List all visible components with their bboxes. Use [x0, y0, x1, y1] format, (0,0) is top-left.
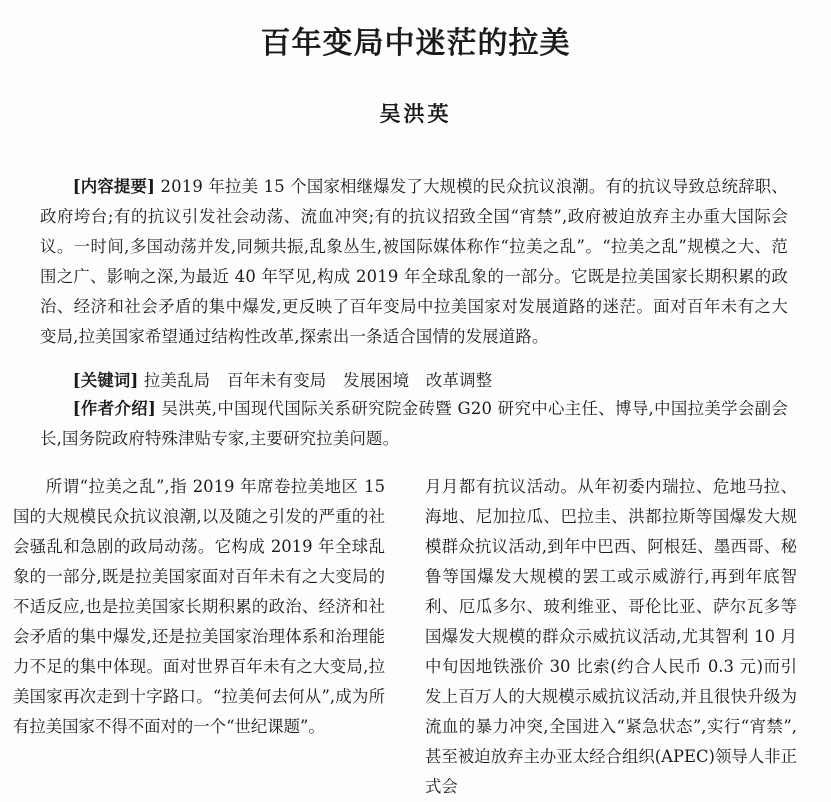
keywords-text: 拉美乱局 百年未有变局 发展困境 改革调整	[138, 371, 493, 390]
author-intro-paragraph	[40, 394, 788, 454]
abstract-text: 2019 年拉美 15 个国家相继爆发了大规模的民众抗议浪潮。有的抗议导致总统辞职、政府垮台;有的抗议引发社会动荡、流血冲突;有的抗议招致全国“宵禁”,政府被迫放弃主办重大国际会议。一时间,多国动荡并发,同频共振,乱象丛生,被国际媒体称作“拉美之乱”。“拉美之乱”规模之大、范围之广、影响之深,为最近 40 年罕见,构成 2019 年全球乱象的一部分。它既是拉美国家长期积累的政治、经济和社会矛盾的集中爆发,更反映了百年变局中拉美国家对发展道路的迷茫。面对百年未有之大变局,拉美国家希望通过结构性改革,探索出一条适合国情的发展道路。	[40, 177, 788, 346]
keywords-paragraph	[40, 366, 788, 396]
article-title: 百年变局中迷茫的拉美	[260, 26, 571, 61]
body-left-column: 所谓“拉美之乱”,指 2019 年席卷拉美地区 15 国的大规模民众抗议浪潮,以及随之引发的严重的社会骚乱和急剧的政局动荡。它构成 2019 年全球乱象的一部分,既是拉美国家面对百年未有之大变局的不适反应,也是拉美国家长期积累的政治、经济和社会矛盾的集中爆发,还是拉美国家治理体系和治理能力不足的集中体现。面对世界百年未有之大变局,拉美国家再次走到十字路口。“拉美何去何从”,成为所有拉美国家不得不面对的一个“世纪课题”。	[13, 477, 385, 736]
keywords-label: [关键词]	[72, 371, 139, 390]
author-intro-label: [作者介绍]	[72, 399, 156, 418]
abstract-paragraph	[40, 172, 788, 352]
body-right-column: 月月都有抗议活动。从年初委内瑞拉、危地马拉、海地、尼加拉瓜、巴拉圭、洪都拉斯等国爆发大规模群众抗议活动,到年中巴西、阿根廷、墨西哥、秘鲁等国爆发大规模的罢工或示威游行,再到年底智利、厄瓜多尔、玻利维亚、哥伦比亚、萨尔瓦多等国爆发大规模的群众示威抗议活动,尤其智利 10 月中旬因地铁涨价 30 比索(约合人民币 0.3 元)而引发上百万人的大规模示威抗议活动,并且很快升级为流血的暴力冲突,全国进入“紧急状态”,实行“宵禁”,甚至被迫放弃主办亚太经合组织(APEC)领导人非正式会	[425, 477, 797, 796]
author-intro-text: 吴洪英,中国现代国际关系研究院金砖暨 G20 研究中心主任、博导,中国拉美学会副会长,国务院政府特殊津贴专家,主要研究拉美问题。	[40, 399, 788, 448]
author-name: 吴洪英	[379, 101, 452, 126]
abstract-label: [内容提要]	[72, 177, 156, 196]
